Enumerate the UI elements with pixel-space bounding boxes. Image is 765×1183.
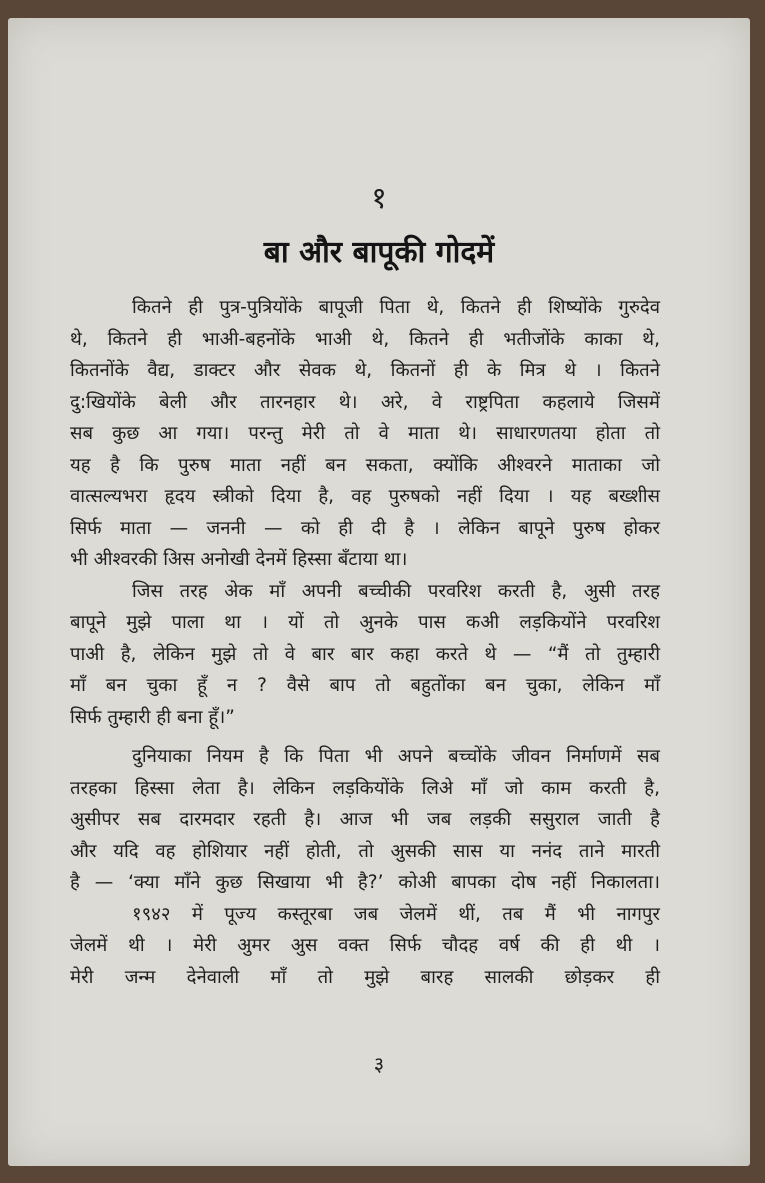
body-text	[70, 292, 660, 993]
text-line: पाअी है, लेकिन मुझे तो वे बार बार कहा करते थे — “मैं तो तुम्हारी	[70, 643, 660, 665]
text-line: दुनियाका नियम है कि पिता भी अपने बच्चोंके जीवन निर्माणमें सब	[132, 746, 660, 767]
text-line: जेलमें थी । मेरी अुमर अुस वक्त सिर्फ चौदह वर्ष की ही थी ।	[70, 935, 660, 956]
text-line: भी अीश्वरकी अिस अनोखी देनमें हिस्सा बँटाया था।	[70, 549, 408, 570]
text-line: सब कुछ आ गया। परन्तु मेरी तो वे माता थे। साधारणतया होता तो	[70, 423, 660, 444]
book-page	[8, 18, 750, 1166]
text-line: १९४२ में पूज्य कस्तूरबा जब जेलमें थीं, तब मैं भी नागपुर	[132, 903, 660, 925]
paragraph	[70, 292, 660, 576]
text-line: और यदि वह होशियार नहीं होती, तो अुसकी सास या ननंद ताने मारती	[70, 840, 660, 862]
text-line: दु:खियोंके बेली और तारनहार थे। अरे, वे राष्ट्रपिता कहलाये जिसमें	[70, 391, 660, 413]
paragraph	[70, 899, 660, 994]
chapter-title: बा और बापूकी गोदमें	[263, 235, 495, 270]
text-line: बापूने मुझे पाला था । यों तो अुनके पास कअी लड़कियोंने परवरिश	[70, 612, 660, 633]
text-line: सिर्फ माता — जननी — को ही दी है । लेकिन बापूने पुरुष होकर	[70, 517, 660, 539]
text-line: तरहका हिस्सा लेता है। लेकिन लड़कियोंके लिअे माँ जो काम करती है,	[70, 777, 660, 799]
page-number: ३	[373, 1052, 385, 1076]
text-line: वात्सल्यभरा हृदय स्त्रीको दिया है, वह पुरुषको नहीं दिया । यह बख्शीस	[70, 486, 660, 507]
text-line: थे, कितने ही भाअी-बहनोंके भाअी थे, कितने ही भतीजोंके काका थे,	[70, 328, 660, 350]
chapter-number: १	[371, 181, 387, 216]
text-line: है — ‘क्या माँने कुछ सिखाया भी है?’ कोअी बापका दोष नहीं निकालता।	[70, 872, 660, 893]
text-line: अुसीपर सब दारमदार रहती है। आज भी जब लड़की ससुराल जाती है	[70, 809, 660, 830]
text-line: कितनोंके वैद्य, डाक्टर और सेवक थे, कितनों ही के मित्र थे । कितने	[70, 360, 660, 381]
paragraph	[70, 741, 660, 899]
text-line: जिस तरह अेक माँ अपनी बच्चीकी परवरिश करती है, अुसी तरह	[132, 580, 660, 602]
text-line: मेरी जन्म देनेवाली माँ तो मुझे बारह सालकी छोड़कर ही	[70, 966, 660, 988]
text-line: सिर्फ तुम्हारी ही बना हूँ।”	[70, 706, 235, 728]
text-line: माँ बन चुका हूँ न ? वैसे बाप तो बहुतोंका बन चुका, लेकिन माँ	[70, 675, 660, 696]
text-line: यह है कि पुरुष माता नहीं बन सकता, क्योंकि अीश्वरने माताका जो	[70, 454, 660, 476]
text-line: कितने ही पुत्र-पुत्रियोंके बापूजी पिता थे, कितने ही शिष्योंके गुरुदेव	[132, 297, 660, 318]
paragraph	[70, 576, 660, 734]
